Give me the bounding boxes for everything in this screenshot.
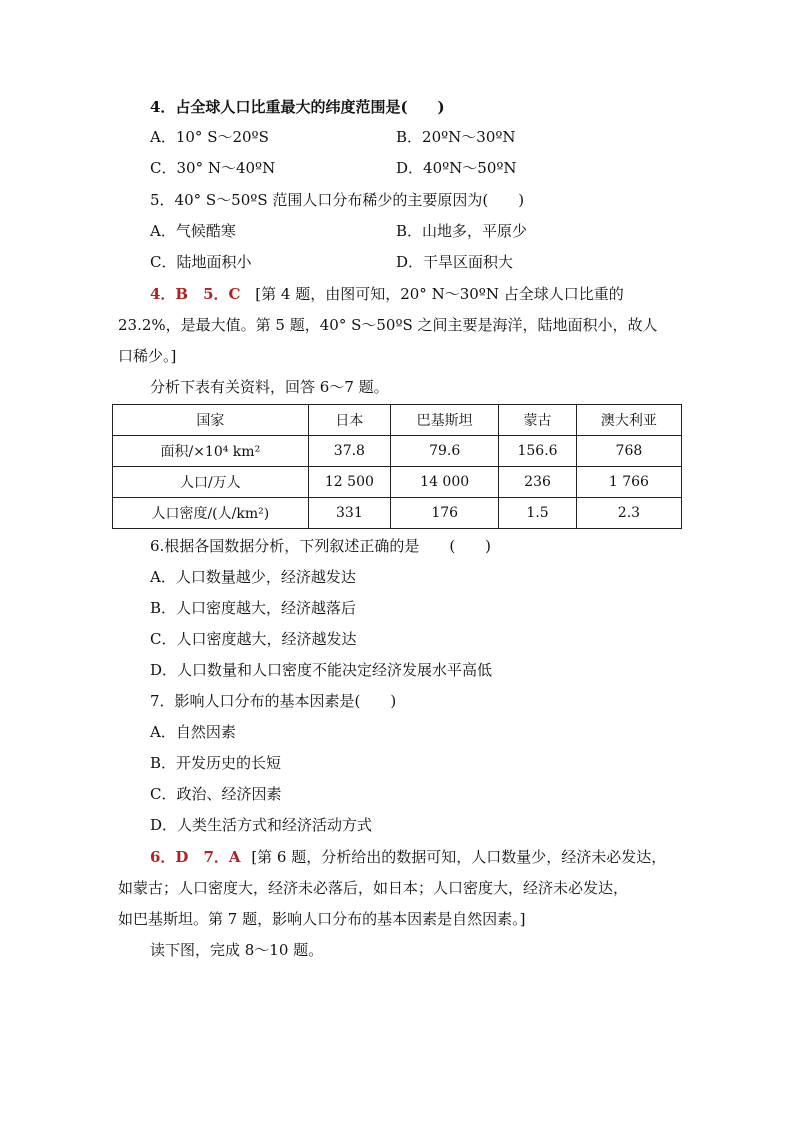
table-cell: 人口密度/(人/km²) [113,498,309,529]
q5-option-a: A．气候酷寒 [150,222,236,240]
answer-4-5-label: 4．B 5．C [150,285,241,303]
q6-option-c: C．人口密度越大，经济越发达 [150,630,357,648]
table-cell: 768 [576,436,681,467]
table-row [113,498,682,529]
intro-8-10: 读下图，完成 8～10 题。 [150,941,324,959]
q7-option-d: D．人类生活方式和经济活动方式 [150,816,373,834]
table-cell: 156.6 [499,436,577,467]
q4-option-c: C．30° N～40ºN [150,159,276,177]
q7-option-b: B．开发历史的长短 [150,754,282,772]
answer-4-5-line1 [150,283,624,305]
answer-4-5-line2: 23.2%，是最大值。第 5 题，40° S～50ºS 之间主要是海洋，陆地面积小，故人 [118,316,658,334]
table-cell: 236 [499,467,577,498]
q4-stem: 4．占全球人口比重最大的纬度范围是( ) [150,98,445,116]
answer-6-7-text1: [第 6 题，分析给出的数据可知，人口数量少，经济未必发达， [251,848,667,866]
q6-option-a: A．人口数量越少，经济越发达 [150,568,356,586]
table-row [113,436,682,467]
q5-option-d: D．干旱区面积大 [396,253,514,271]
table-cell: 37.8 [308,436,390,467]
q4-option-d: D．40ºN～50ºN [396,159,517,177]
table-row [113,467,682,498]
q7-stem: 7．影响人口分布的基本因素是( ) [150,692,397,710]
intro-6-7: 分析下表有关资料，回答 6～7 题。 [150,378,389,396]
table-cell: 14 000 [391,467,499,498]
answer-6-7-line2: 如蒙古；人口密度大，经济未必落后，如日本；人口密度大，经济未必发达， [118,879,629,897]
table-header-cell: 巴基斯坦 [391,405,499,436]
q6-option-b: B．人口密度越大，经济越落后 [150,599,357,617]
table-cell: 331 [308,498,390,529]
q5-stem: 5．40° S～50ºS 范围人口分布稀少的主要原因为( ) [150,191,525,209]
table-cell: 79.6 [391,436,499,467]
table-header-row [113,405,682,436]
answer-4-5-text1: [第 4 题，由图可知，20° N～30ºN 占全球人口比重的 [255,285,624,303]
table-header-cell: 蒙古 [499,405,577,436]
q6-stem: 6.根据各国数据分析，下列叙述正确的是 ( ) [150,537,492,555]
table-cell: 1 766 [576,467,681,498]
q5-option-b: B．山地多，平原少 [396,222,528,240]
answer-6-7-line3: 如巴基斯坦。第 7 题，影响人口分布的基本因素是自然因素。] [118,910,526,928]
q5-option-c: C．陆地面积小 [150,253,252,271]
q7-option-c: C．政治、经济因素 [150,785,282,803]
table-header-cell: 澳大利亚 [576,405,681,436]
q6-option-d: D．人口数量和人口密度不能决定经济发展水平高低 [150,661,493,679]
table-cell: 12 500 [308,467,390,498]
answer-4-5-line3: 口稀少。] [118,347,177,365]
answer-6-7-line1 [150,846,666,868]
table-cell: 176 [391,498,499,529]
answer-6-7-label: 6．D 7．A [150,848,241,866]
q7-option-a: A．自然因素 [150,723,236,741]
data-table [112,404,682,529]
table-cell: 面积/×10⁴ km² [113,436,309,467]
q4-option-a: A．10° S～20ºS [150,128,269,146]
table-cell: 2.3 [576,498,681,529]
table-header-cell: 日本 [308,405,390,436]
table-header-cell: 国家 [113,405,309,436]
table-cell: 1.5 [499,498,577,529]
table-cell: 人口/万人 [113,467,309,498]
q4-option-b: B．20ºN～30ºN [396,128,516,146]
